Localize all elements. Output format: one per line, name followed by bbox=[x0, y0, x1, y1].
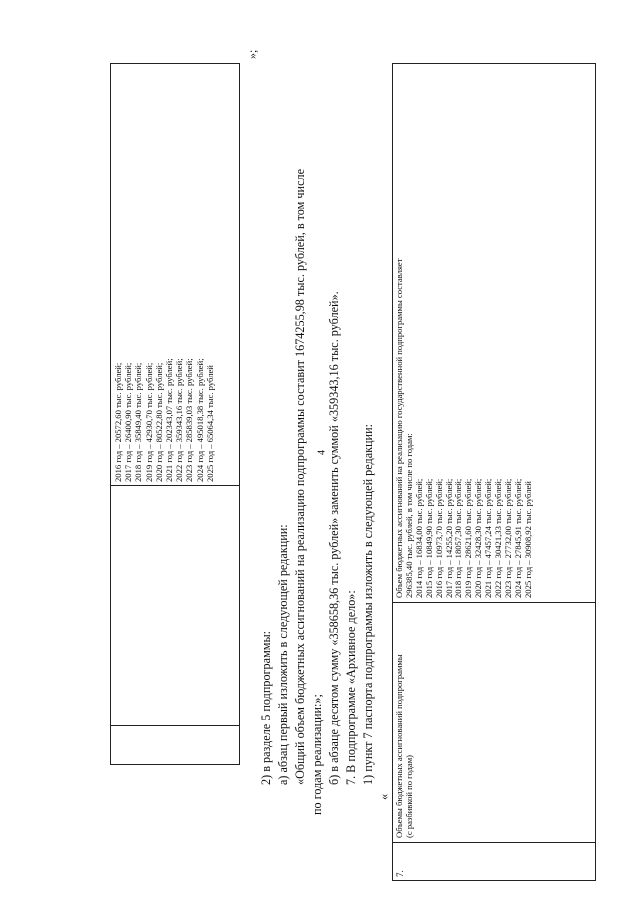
table2-value-line: 2021 год – 47457,24 тыс. рублей; bbox=[483, 478, 494, 598]
paragraph-total-volume: «Общий объем бюджетных ассигнований на реализацию подпрограммы составит 1674255,98 тыс. рублей, в том числе bbox=[293, 169, 307, 785]
table1-closing-quote: »; bbox=[245, 49, 259, 59]
paragraph-a: а) абзац первый изложить в следующей редакции: bbox=[276, 524, 290, 785]
table2-value-line: 2020 год – 32428,30 тыс. рублей; bbox=[473, 478, 484, 598]
paragraph-b: б) в абзаце десятом сумму «358658,36 тыс. рублей» заменить суммой «359343,16 тыс. рублей». bbox=[327, 291, 341, 785]
table1-line: 2019 год – 42930,70 тыс. рублей; bbox=[143, 362, 154, 482]
opening-quote: « bbox=[377, 793, 391, 800]
table1-line: 2016 год – 20572,60 тыс. рублей; bbox=[113, 362, 123, 482]
table2-value-line: 2015 год – 10849,90 тыс. рублей; bbox=[423, 478, 434, 598]
paragraph-section5: 2) в разделе 5 подпрограммы: bbox=[259, 630, 273, 785]
table2-num-cell: 7. bbox=[393, 842, 595, 880]
table2-value-line: 2023 год – 27732,00 тыс. рублей; bbox=[502, 478, 513, 598]
table1-line: 2020 год – 80522,80 тыс. рублей; bbox=[153, 362, 164, 482]
paragraph-by-years: по годам реализации:»; bbox=[310, 694, 324, 815]
table1-value-cell bbox=[111, 64, 239, 486]
table2-value-line: 2025 год – 30908,92 тыс. рублей bbox=[522, 481, 533, 598]
table1-line: 2018 год – 35849,40 тыс. рублей; bbox=[133, 362, 144, 482]
table1-line: 2021 год – 202343,07 тыс. рублей; bbox=[164, 358, 175, 482]
table1-line: 2024 год – 495018,38 тыс. рублей; bbox=[194, 358, 205, 482]
table2-value-cell bbox=[393, 64, 595, 602]
table1-line: 2017 год – 26400,90 тыс. рублей; bbox=[123, 362, 134, 482]
paragraph-7: 7. В подпрограмме «Архивное дело»: bbox=[344, 590, 358, 785]
table2-value-line: 296385,40 тыс. рублей, в том числе по годам: bbox=[403, 433, 414, 598]
table2-value-line: 2019 год – 28621,60 тыс. рублей; bbox=[463, 478, 474, 598]
table2-value-line: 2018 год – 18057,30 тыс. рублей; bbox=[453, 478, 464, 598]
paragraph-1: 1) пункт 7 паспорта подпрограммы изложить в следующей редакции: bbox=[361, 424, 375, 785]
table1-line: 2025 год – 65064,34 тыс. рублей bbox=[204, 365, 215, 482]
table2-value-line: 2024 год – 27845,91 тыс. рублей; bbox=[512, 478, 523, 598]
table1-label-cell bbox=[111, 485, 239, 726]
table2-value-line: 2014 год – 16834,00 тыс. рублей; bbox=[413, 478, 424, 598]
budget-table-continued bbox=[110, 63, 240, 765]
page-number: 4 bbox=[316, 450, 328, 455]
table1-line: 2023 год – 285839,03 тыс. рублей; bbox=[184, 358, 195, 482]
table2-label-line: (с разбивкой по годам) bbox=[403, 754, 414, 838]
passport-table bbox=[392, 63, 596, 881]
table2-value-line: 2022 год – 30421,33 тыс. рублей; bbox=[493, 478, 504, 598]
table2-value-line: Объем бюджетных ассигнований на реализацию государственной подпрограммы составляет bbox=[394, 258, 404, 598]
table2-label-line: Объемы бюджетных ассигнований подпрограммы bbox=[394, 654, 404, 838]
table1-line: 2022 год – 359343,16 тыс. рублей; bbox=[174, 358, 185, 482]
table1-num-cell bbox=[111, 725, 239, 764]
table2-value-line: 2016 год – 10973,70 тыс. рублей; bbox=[433, 478, 444, 598]
table2-value-line: 2017 год – 14255,20 тыс. рублей; bbox=[443, 478, 454, 598]
table2-label-cell bbox=[393, 602, 595, 842]
